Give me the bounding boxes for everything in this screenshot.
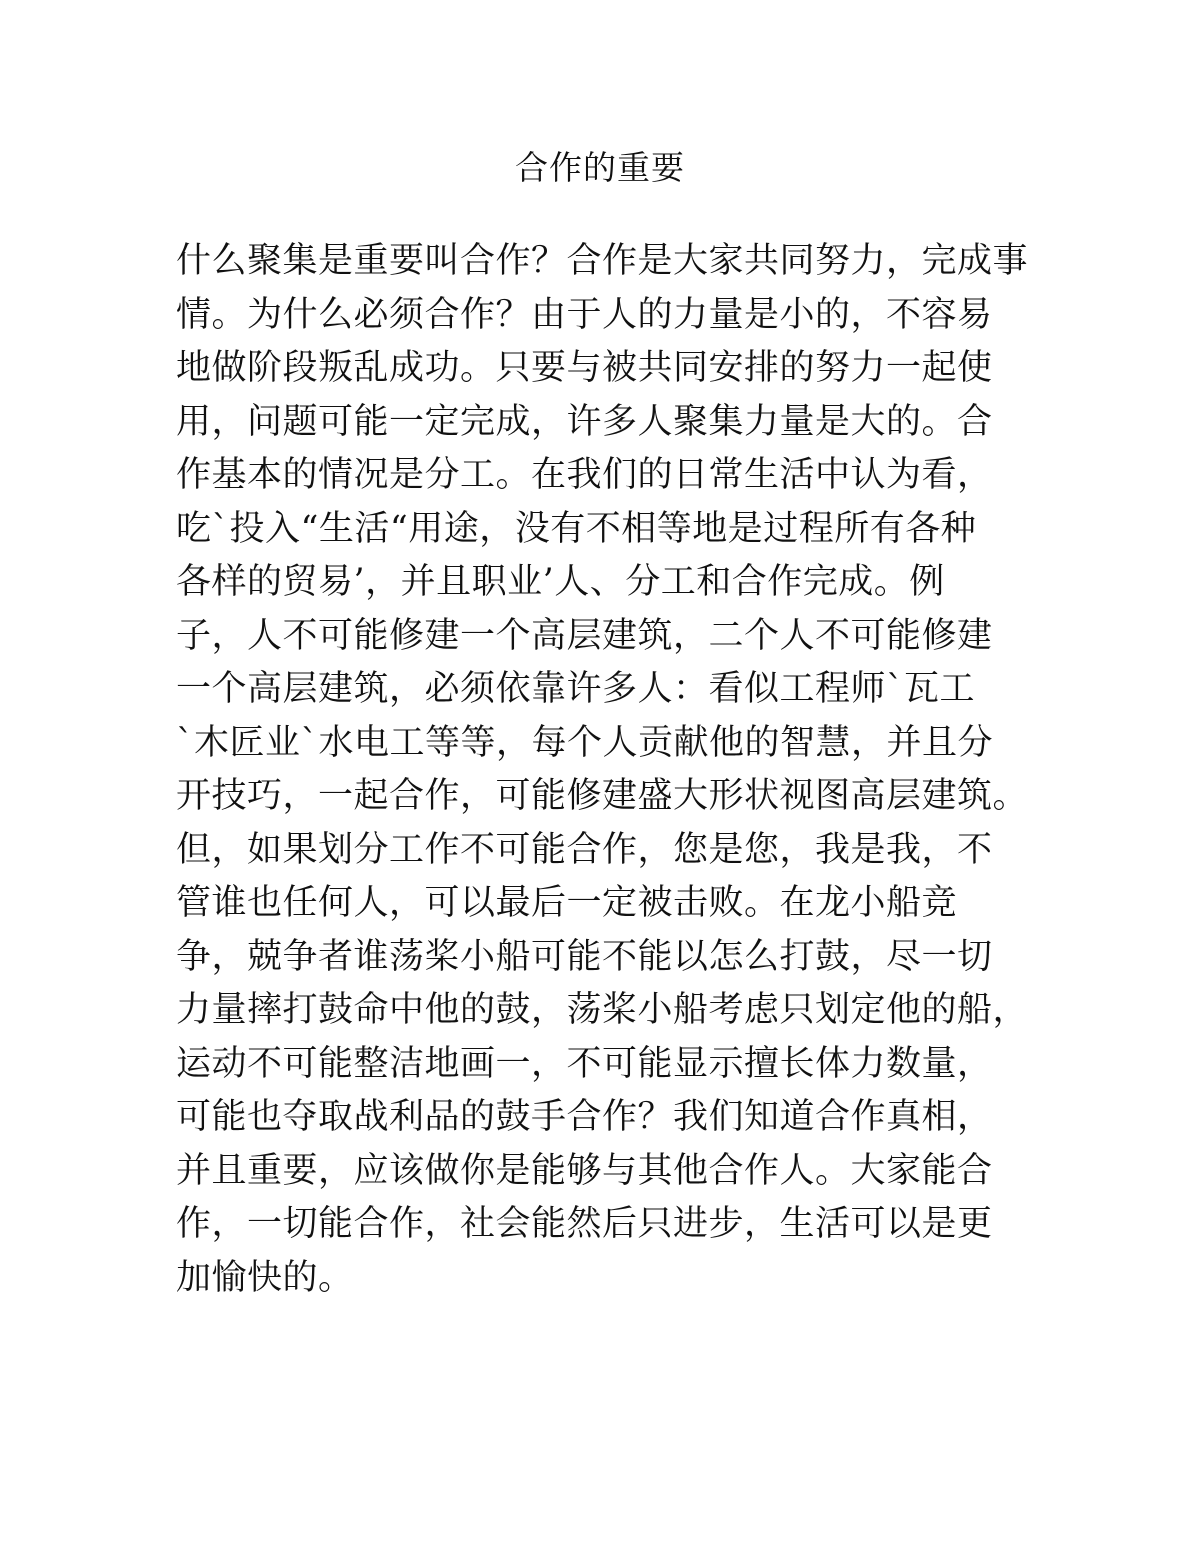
- body-line: 作基本的情况是分工。在我们的日常生活中认为看，: [176, 455, 993, 495]
- body-line: 子，人不可能修建一个高层建筑，二个人不可能修建: [176, 615, 993, 656]
- body-line: 并且重要，应该做你是能够与其他合作人。大家能合: [176, 1150, 993, 1191]
- body-line: 用，问题可能一定完成，许多人聚集力量是大的。合: [176, 401, 993, 442]
- body-line: 情。为什么必须合作？由于人的力量是小的，不容易: [176, 294, 993, 335]
- body-line: 各样的贸易’，并且职业’人、分工和合作完成。例: [176, 562, 945, 602]
- document-title: 合作的重要: [515, 148, 685, 187]
- body-line: 地做阶段叛乱成功。只要与被共同安排的努力一起使: [176, 348, 993, 388]
- body-line: 可能也夺取战利品的鼓手合作？我们知道合作真相，: [176, 1097, 993, 1137]
- document-body: [176, 235, 1056, 1305]
- body-line: 加愉快的。: [176, 1257, 354, 1298]
- body-line: 但，如果划分工作不可能合作，您是您，我是我，不: [176, 829, 993, 870]
- body-line: 争，兢争者谁荡桨小船可能不能以怎么打鼓，尽一切: [176, 936, 993, 977]
- body-line: 吃`投入“生活“用途，没有不相等地是过程所有各种: [176, 508, 977, 549]
- body-line: 作，一切能合作，社会能然后只进步，生活可以是更: [176, 1204, 993, 1244]
- body-line: 力量摔打鼓命中他的鼓，荡桨小船考虑只划定他的船，: [176, 990, 1029, 1030]
- body-line: 管谁也任何人，可以最后一定被击败。在龙小船竞: [176, 883, 958, 923]
- body-line: 什么聚集是重要叫合作？合作是大家共同努力，完成事: [176, 241, 1029, 281]
- body-line: `木匠业`水电工等等，每个人贡献他的智慧，并且分: [176, 722, 994, 763]
- body-line: 一个高层建筑，必须依靠许多人：看似工程师`瓦工: [176, 669, 976, 709]
- body-line: 运动不可能整洁地画一，不可能显示擅长体力数量，: [176, 1043, 993, 1084]
- body-line: 开技巧，一起合作，可能修建盛大形状视图高层建筑。: [176, 776, 1029, 816]
